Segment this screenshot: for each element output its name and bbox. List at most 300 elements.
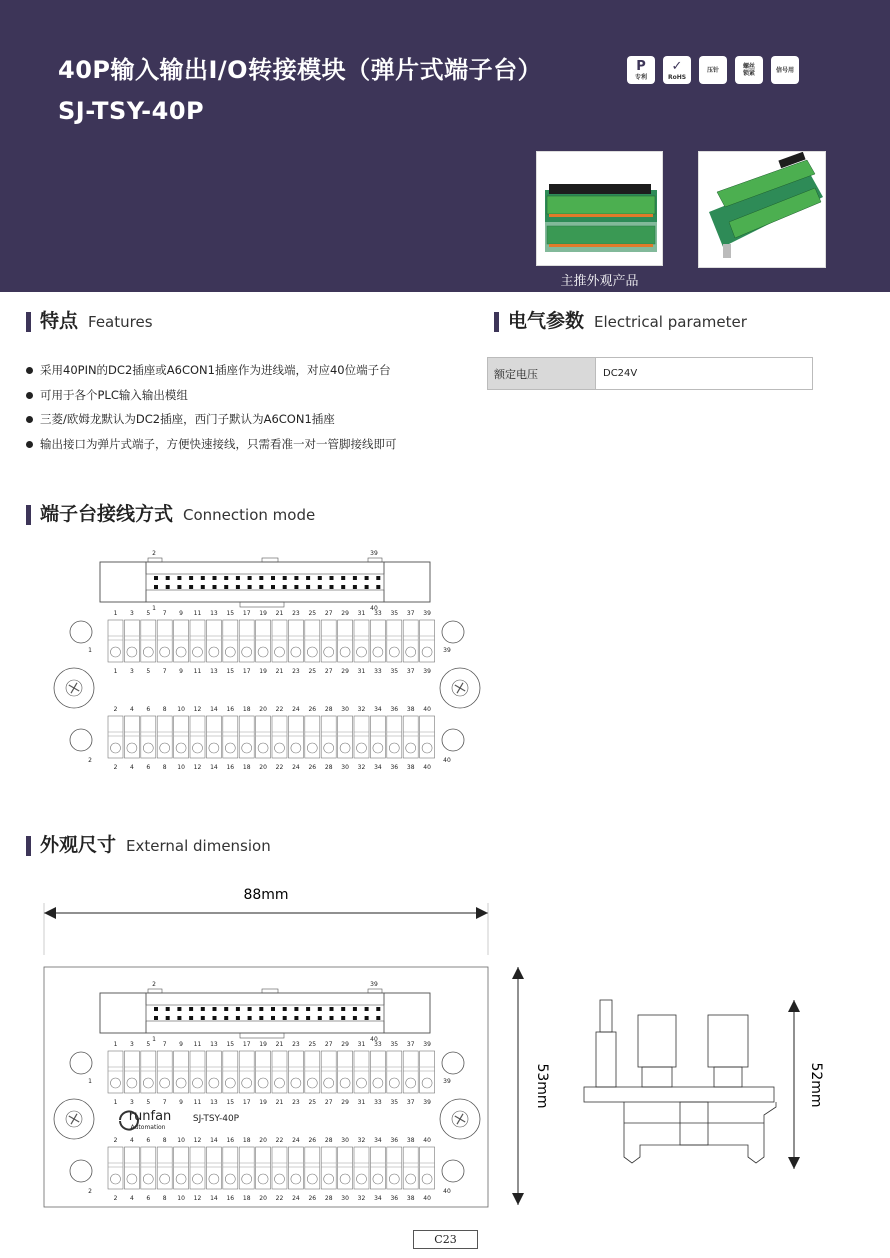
terminal-even [174, 1147, 189, 1189]
terminal-odd-label: 23 [292, 1041, 300, 1048]
terminal-even [256, 1147, 271, 1189]
terminal-odd-label: 19 [259, 1041, 267, 1048]
header-pin [341, 1016, 345, 1020]
terminal-even-label: 16 [226, 1137, 235, 1144]
header-pin [201, 1007, 205, 1011]
terminal-odd-label: 23 [292, 610, 300, 617]
terminal-even [288, 1147, 303, 1189]
terminal-even-screw-hole [422, 1174, 432, 1184]
terminal-odd-label: 15 [226, 1041, 235, 1048]
header-pin [353, 585, 357, 589]
terminal-odd-label: 37 [406, 668, 415, 675]
terminal-even-label: 24 [292, 1195, 300, 1202]
header-pin [330, 576, 334, 580]
terminal-even-label: 16 [226, 764, 235, 771]
header-pin [306, 1016, 310, 1020]
terminal-even-label: 2 [113, 1137, 118, 1144]
terminal-even [108, 1147, 123, 1189]
terminal-odd-screw-hole [389, 647, 399, 657]
terminal-odd-screw-hole [258, 1078, 268, 1088]
terminal-even [272, 716, 287, 758]
terminal-odd [239, 1051, 254, 1093]
header-key [368, 558, 382, 562]
header-pin [236, 576, 240, 580]
terminal-even-label: 30 [341, 764, 349, 771]
terminal-even [190, 716, 205, 758]
header-pin [213, 585, 217, 589]
terminal-even-screw-hole [406, 743, 416, 753]
terminal-board [54, 550, 480, 771]
terminal-odd-label: 23 [292, 668, 300, 675]
photo-caption: 主推外观产品 [560, 274, 639, 289]
header-pin [376, 1007, 380, 1011]
terminal-even-label: 30 [341, 706, 349, 713]
header-pin [201, 576, 205, 580]
terminal-even [108, 716, 123, 758]
terminal-odd [206, 620, 221, 662]
terminal-odd-label: 35 [390, 1041, 399, 1048]
terminal-even-screw-hole [324, 743, 334, 753]
terminal-odd-label: 35 [390, 668, 399, 675]
terminal-even-screw-hole [209, 1174, 219, 1184]
terminal-even-label: 34 [374, 1137, 382, 1144]
header-pin [365, 1007, 369, 1011]
header-pin [294, 1016, 298, 1020]
terminal-odd-label: 39 [423, 668, 431, 675]
terminal-odd-label: 29 [341, 668, 349, 675]
terminal-even [206, 716, 221, 758]
terminal-even [223, 716, 238, 758]
terminal-even-label: 38 [406, 764, 415, 771]
terminal-odd-label: 27 [324, 668, 333, 675]
terminal-even-label: 14 [210, 1137, 218, 1144]
mounting-hole [442, 729, 464, 751]
terminal-odd-label: 13 [210, 1041, 218, 1048]
header-latch [384, 562, 430, 602]
terminal-odd-label: 9 [179, 1099, 184, 1106]
header-pin [248, 1016, 252, 1020]
terminal-odd [420, 1051, 435, 1093]
header-pin-label: 40 [370, 1036, 378, 1043]
terminal-even-label: 2 [113, 764, 118, 771]
terminal-odd-label: 5 [146, 1099, 151, 1106]
terminal-odd-screw-hole [373, 1078, 383, 1088]
terminal-even-label: 36 [390, 764, 399, 771]
header-pin [154, 585, 158, 589]
terminal-odd-label: 17 [242, 610, 251, 617]
terminal-odd [272, 1051, 287, 1093]
list-item: 三菱/欧姆龙默认为DC2插座，西门子默认为A6CON1插座 [26, 407, 397, 432]
terminal-odd-screw-hole [209, 647, 219, 657]
signal-icon: 信号用 [771, 56, 799, 84]
terminal-even-screw-hole [357, 743, 367, 753]
terminal-even-label: 18 [242, 706, 251, 713]
terminal-even-label: 6 [146, 706, 151, 713]
terminal-odd-screw-hole [307, 1078, 317, 1088]
header-pin [248, 585, 252, 589]
terminal-odd-screw-hole [111, 1078, 121, 1088]
width-dimension-label: 88mm [243, 887, 289, 903]
terminal-even-label: 18 [242, 1137, 251, 1144]
terminal-even [387, 1147, 402, 1189]
crimp-pin-icon: 压针 [699, 56, 727, 84]
terminal-odd-label: 19 [259, 610, 267, 617]
terminal-odd [288, 1051, 303, 1093]
rohs-icon: ✓ RoHS [663, 56, 691, 84]
header-frame [146, 590, 384, 602]
terminal-odd-screw-hole [275, 647, 285, 657]
terminal-odd-label: 31 [357, 1099, 366, 1106]
terminal-even-screw-hole [193, 1174, 203, 1184]
terminal-even-label: 12 [193, 1137, 202, 1144]
patent-icon: P 专利 [627, 56, 655, 84]
terminal-odd [190, 620, 205, 662]
header-pin [294, 576, 298, 580]
terminal-odd-label: 27 [324, 1099, 333, 1106]
terminal-even [157, 716, 172, 758]
terminal-even-label: 26 [308, 706, 317, 713]
header-pin-label: 1 [152, 1036, 156, 1043]
terminal-even-label: 8 [162, 1195, 167, 1202]
terminal-odd [420, 620, 435, 662]
terminal-even [288, 716, 303, 758]
terminal-odd-screw-hole [324, 1078, 334, 1088]
terminal-even-screw-hole [422, 743, 432, 753]
terminal-odd-label: 9 [179, 668, 184, 675]
terminal-odd-screw-hole [406, 1078, 416, 1088]
electrical-param-table [487, 357, 813, 390]
terminal-even-label: 30 [341, 1137, 349, 1144]
terminal-even-screw-hole [143, 1174, 153, 1184]
terminal-even-label: 24 [292, 1137, 300, 1144]
terminal-odd [338, 620, 353, 662]
terminal-odd-label: 7 [162, 610, 167, 617]
terminal-odd [288, 620, 303, 662]
terminal-odd [387, 1051, 402, 1093]
header-pin [189, 585, 193, 589]
param-value: DC24V [603, 368, 638, 379]
terminal-odd-screw-hole [291, 647, 301, 657]
terminal-even-label: 36 [390, 1137, 399, 1144]
terminal-odd-screw-hole [340, 647, 350, 657]
terminal-odd-label: 7 [162, 1041, 167, 1048]
screw-lock-icon: 螺丝 锁紧 [735, 56, 763, 84]
terminal-even [223, 1147, 238, 1189]
header-latch [100, 993, 146, 1033]
terminal-even-label: 22 [275, 1195, 284, 1202]
header-pin-label: 2 [152, 981, 156, 988]
terminal-even [354, 716, 369, 758]
terminal-even-label: 20 [259, 1137, 267, 1144]
header-connector [100, 562, 430, 602]
product-photo-front [536, 151, 663, 266]
terminal-odd-label: 33 [374, 668, 382, 675]
header-pin [318, 585, 322, 589]
header-pin [330, 1016, 334, 1020]
terminal-even [305, 716, 320, 758]
terminal-odd-screw-hole [258, 647, 268, 657]
terminal-odd [403, 620, 418, 662]
terminal-odd-label: 1 [113, 668, 118, 675]
header-pin [341, 576, 345, 580]
terminal-even-label: 8 [162, 706, 167, 713]
terminal-even-label: 4 [129, 1137, 134, 1144]
header-pin [365, 1016, 369, 1020]
side-label: 2 [88, 1188, 92, 1195]
terminal-odd-label: 9 [179, 1041, 184, 1048]
terminal-odd [305, 620, 320, 662]
header-pin [213, 1007, 217, 1011]
header-pin-label: 39 [370, 550, 378, 557]
terminal-even-label: 4 [129, 764, 134, 771]
header-pin [236, 585, 240, 589]
terminal-even-label: 12 [193, 1195, 202, 1202]
terminal-odd [354, 1051, 369, 1093]
features-list [26, 358, 397, 456]
header-pin [189, 576, 193, 580]
header-pin [306, 1007, 310, 1011]
terminal-odd-label: 33 [374, 1099, 382, 1106]
terminal-even [256, 716, 271, 758]
terminal-odd-label: 3 [129, 668, 134, 675]
terminal-odd [305, 1051, 320, 1093]
terminal-odd-label: 9 [179, 610, 184, 617]
header-pin [271, 585, 275, 589]
terminal-odd-label: 11 [193, 610, 202, 617]
height-dimension-label: 53mm [534, 1063, 550, 1109]
connection-diagram [0, 540, 890, 780]
terminal-even [124, 1147, 139, 1189]
terminal-odd-label: 29 [341, 1099, 349, 1106]
terminal-even [354, 1147, 369, 1189]
header-pin [213, 1016, 217, 1020]
side-height-label: 52mm [808, 1062, 824, 1108]
terminal-odd-label: 13 [210, 610, 218, 617]
terminal-odd-label: 5 [146, 610, 151, 617]
terminal-even-label: 40 [423, 1137, 431, 1144]
list-item: 输出接口为弹片式端子，方便快速接线，只需看准一对一管脚接线即可 [26, 432, 397, 457]
terminal-odd [141, 620, 156, 662]
features-heading: 特点 Features [26, 310, 153, 332]
terminal-even-label: 12 [193, 706, 202, 713]
header-pin [236, 1007, 240, 1011]
terminal-odd [387, 620, 402, 662]
terminal-odd [321, 1051, 336, 1093]
terminal-even-screw-hole [111, 743, 121, 753]
side-label: 39 [443, 647, 451, 654]
terminal-even-screw-hole [143, 743, 153, 753]
terminal-even-label: 14 [210, 1195, 218, 1202]
terminal-even-screw-hole [324, 1174, 334, 1184]
terminal-even [321, 1147, 336, 1189]
terminal-even [370, 1147, 385, 1189]
side-label: 40 [443, 1188, 451, 1195]
header-pin [376, 576, 380, 580]
board-model: SJ-TSY-40P [192, 1114, 240, 1124]
header-pin [306, 585, 310, 589]
terminal-odd-label: 39 [423, 1041, 431, 1048]
terminal-odd [256, 1051, 271, 1093]
terminal-even-label: 30 [341, 1195, 349, 1202]
header-pin [224, 576, 228, 580]
terminal-odd-screw-hole [225, 1078, 235, 1088]
list-item: 采用40PIN的DC2插座或A6CON1插座作为进线端，对应40位端子台 [26, 358, 397, 383]
terminal-even-label: 4 [129, 1195, 134, 1202]
terminal-even-label: 26 [308, 1195, 317, 1202]
terminal-even-label: 24 [292, 706, 300, 713]
header-pin [271, 1007, 275, 1011]
header-pin [177, 1007, 181, 1011]
header-pin [376, 585, 380, 589]
terminal-odd-label: 11 [193, 1041, 202, 1048]
terminal-odd [272, 620, 287, 662]
terminal-odd-screw-hole [225, 647, 235, 657]
terminal-even-label: 38 [406, 1195, 415, 1202]
header-key [262, 989, 278, 993]
header-pin [271, 1016, 275, 1020]
side-label: 39 [443, 1078, 451, 1085]
terminal-odd-screw-hole [143, 647, 153, 657]
terminal-odd [239, 620, 254, 662]
header-pin [353, 1016, 357, 1020]
terminal-even-screw-hole [193, 743, 203, 753]
terminal-odd-screw-hole [160, 647, 170, 657]
terminal-odd-label: 35 [390, 610, 399, 617]
terminal-odd-label: 27 [324, 1041, 333, 1048]
terminal-odd-screw-hole [340, 1078, 350, 1088]
terminal-odd-label: 25 [308, 1041, 317, 1048]
terminal-even-label: 14 [210, 706, 218, 713]
terminal-odd-label: 37 [406, 1041, 415, 1048]
header-connector [100, 993, 430, 1033]
terminal-odd-label: 17 [242, 1041, 251, 1048]
terminal-odd [223, 1051, 238, 1093]
terminal-even [190, 1147, 205, 1189]
terminal-even-screw-hole [209, 743, 219, 753]
terminal-even-screw-hole [373, 743, 383, 753]
terminal-even-label: 40 [423, 706, 431, 713]
terminal-even-label: 36 [390, 1195, 399, 1202]
terminal-even-screw-hole [389, 1174, 399, 1184]
terminal-odd [174, 620, 189, 662]
terminal-odd [141, 1051, 156, 1093]
terminal-even [141, 1147, 156, 1189]
terminal-odd-screw-hole [324, 647, 334, 657]
mounting-hole [442, 1052, 464, 1074]
header-pin-label: 1 [152, 605, 156, 612]
terminal-odd-screw-hole [307, 647, 317, 657]
header-pin [224, 1007, 228, 1011]
terminal-even-screw-hole [225, 743, 235, 753]
terminal-even-label: 14 [210, 764, 218, 771]
terminal-even-screw-hole [406, 1174, 416, 1184]
terminal-odd-label: 19 [259, 1099, 267, 1106]
header-pin [330, 585, 334, 589]
connection-heading: 端子台接线方式 Connection mode [26, 503, 315, 525]
terminal-odd-label: 39 [423, 1099, 431, 1106]
terminal-odd-label: 17 [242, 1099, 251, 1106]
header-banner [0, 0, 890, 292]
terminal-even-label: 32 [357, 764, 366, 771]
header-latch [100, 562, 146, 602]
header-pin [259, 576, 263, 580]
header-pin [259, 585, 263, 589]
terminal-even-label: 6 [146, 764, 151, 771]
header-pin [318, 1016, 322, 1020]
terminal-even-label: 34 [374, 764, 382, 771]
header-key [240, 1033, 284, 1038]
terminal-odd-label: 33 [374, 610, 382, 617]
page-number: C23 [413, 1230, 478, 1249]
header-pin [154, 1007, 158, 1011]
header-pin [294, 1007, 298, 1011]
terminal-even-label: 10 [177, 1195, 185, 1202]
terminal-even-screw-hole [176, 1174, 186, 1184]
terminal-even [387, 716, 402, 758]
terminal-even-screw-hole [307, 1174, 317, 1184]
terminal-even-label: 32 [357, 1195, 366, 1202]
terminal-even [403, 716, 418, 758]
terminal-odd-label: 3 [129, 1041, 134, 1048]
terminal-even-label: 36 [390, 706, 399, 713]
terminal-even-label: 40 [423, 764, 431, 771]
terminal-even-screw-hole [127, 1174, 137, 1184]
terminal-odd-label: 15 [226, 1099, 235, 1106]
terminal-even-screw-hole [389, 743, 399, 753]
terminal-odd-label: 31 [357, 610, 366, 617]
header-pin [213, 576, 217, 580]
terminal-odd-label: 29 [341, 610, 349, 617]
terminal-odd-screw-hole [242, 647, 252, 657]
terminal-odd-label: 27 [324, 610, 333, 617]
terminal-odd-label: 15 [226, 610, 235, 617]
terminal-odd-screw-hole [193, 647, 203, 657]
electrical-heading: 电气参数 Electrical parameter [494, 310, 747, 332]
terminal-even-label: 6 [146, 1195, 151, 1202]
terminal-even-label: 18 [242, 1195, 251, 1202]
terminal-odd-screw-hole [209, 1078, 219, 1088]
terminal-odd-label: 1 [113, 610, 118, 617]
terminal-odd-screw-hole [389, 1078, 399, 1088]
terminal-even-screw-hole [275, 1174, 285, 1184]
terminal-odd-label: 21 [275, 1099, 284, 1106]
terminal-odd-label: 31 [357, 1041, 366, 1048]
terminal-even-label: 10 [177, 706, 185, 713]
terminal-odd-label: 23 [292, 1099, 300, 1106]
terminal-odd-screw-hole [242, 1078, 252, 1088]
header-pin [376, 1016, 380, 1020]
terminal-odd-label: 3 [129, 610, 134, 617]
terminal-even-label: 18 [242, 764, 251, 771]
header-pin [224, 1016, 228, 1020]
terminal-odd-label: 13 [210, 1099, 218, 1106]
terminal-odd-label: 21 [275, 668, 284, 675]
terminal-odd-label: 5 [146, 1041, 151, 1048]
terminal-odd-label: 21 [275, 1041, 284, 1048]
terminal-even-label: 22 [275, 1137, 284, 1144]
dimension-diagram [0, 875, 890, 1215]
terminal-even-screw-hole [307, 743, 317, 753]
terminal-even-screw-hole [340, 743, 350, 753]
header-pin [236, 1016, 240, 1020]
header-key [148, 989, 162, 993]
terminal-odd [157, 620, 172, 662]
terminal-even-label: 10 [177, 1137, 185, 1144]
header-pin [166, 585, 170, 589]
terminal-odd [124, 1051, 139, 1093]
header-pin [248, 1007, 252, 1011]
terminal-even-label: 6 [146, 1137, 151, 1144]
